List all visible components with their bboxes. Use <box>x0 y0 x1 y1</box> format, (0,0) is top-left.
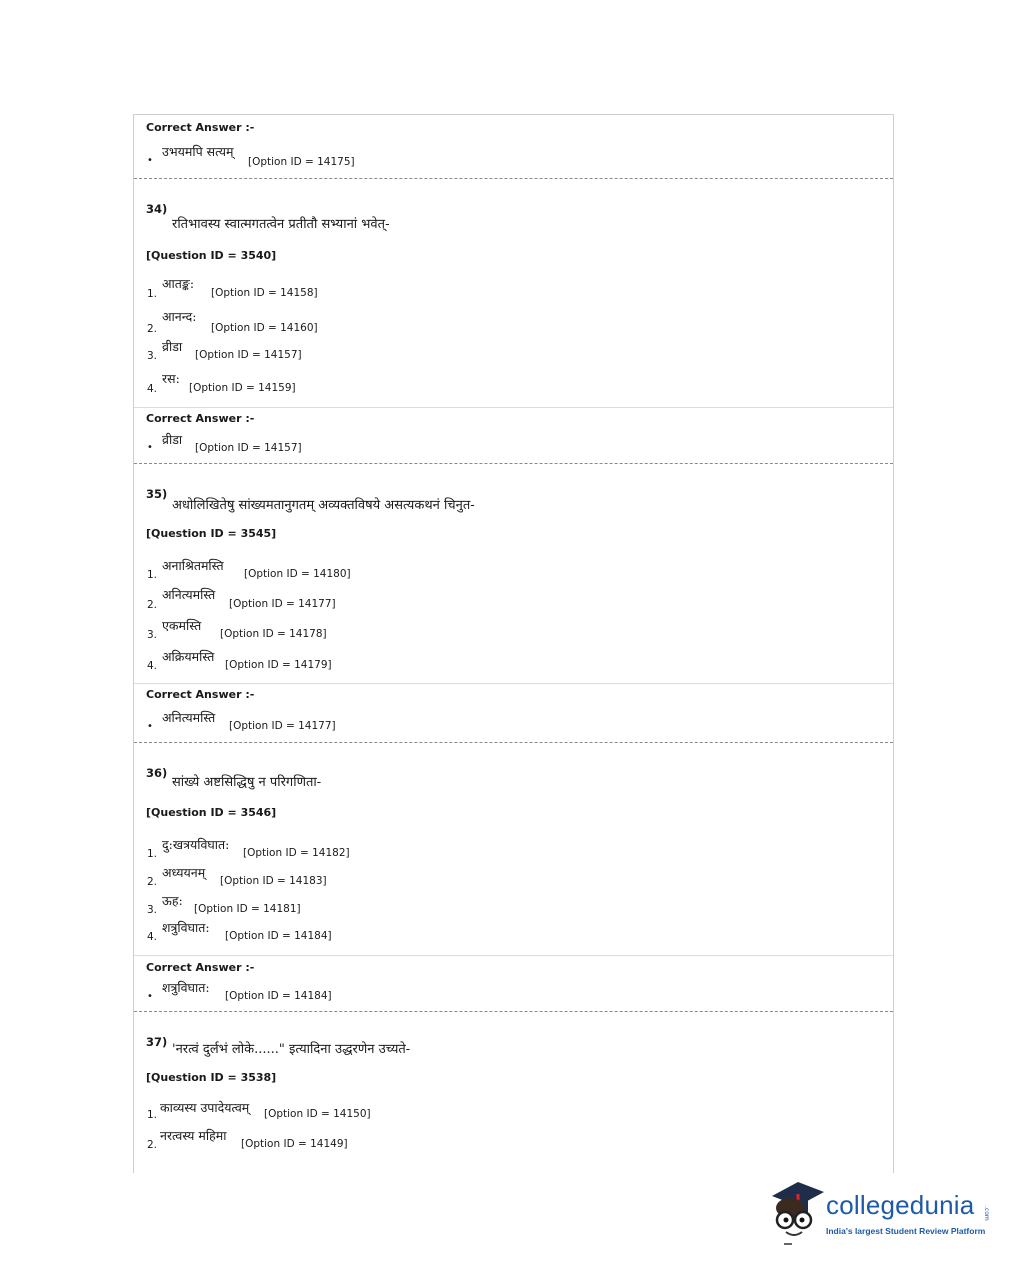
correct-answer-text: उभयमपि सत्यम् <box>162 144 234 159</box>
option-text: आतङ्क: <box>162 276 195 291</box>
correct-answer-option-id: [Option ID = 14184] <box>225 990 332 1002</box>
correct-answer-label: Correct Answer :- <box>146 688 255 701</box>
brand-tagline: India's largest Student Review Platform <box>826 1226 986 1236</box>
option-number: 4. <box>147 931 158 943</box>
option-number: 4. <box>147 660 158 672</box>
option-number: 3. <box>147 350 158 362</box>
option-id: [Option ID = 14160] <box>211 322 318 334</box>
option-text: आनन्द: <box>162 309 197 324</box>
answer-divider <box>134 955 893 956</box>
question-text: अधोलिखितेषु सांख्यमतानुगतम् अव्यक्तविषये असत्यकथनं चिनुत- <box>172 498 475 513</box>
option-id: [Option ID = 14178] <box>220 628 327 640</box>
bullet: • <box>147 991 153 1002</box>
question-id: [Question ID = 3538] <box>146 1071 277 1084</box>
bullet: • <box>147 155 153 166</box>
option-text: अक्रियमस्ति <box>162 649 215 664</box>
question-number: 37) <box>146 1035 168 1049</box>
graduate-mascot-icon <box>768 1178 826 1248</box>
answer-divider <box>134 683 893 684</box>
question-number: 35) <box>146 487 168 501</box>
question-divider <box>134 463 893 464</box>
option-id: [Option ID = 14180] <box>244 568 351 580</box>
option-text: दु:खत्रयविघात: <box>162 837 230 852</box>
brand-suffix: .com <box>983 1206 990 1221</box>
bullet: • <box>147 721 153 732</box>
bullet: • <box>147 442 153 453</box>
correct-answer-option-id: [Option ID = 14157] <box>195 442 302 454</box>
option-text: नरत्वस्य महिमा <box>160 1128 227 1143</box>
brand-name: collegedunia <box>826 1190 975 1220</box>
option-id: [Option ID = 14159] <box>189 382 296 394</box>
correct-answer-label: Correct Answer :- <box>146 121 255 134</box>
question-id: [Question ID = 3546] <box>146 806 277 819</box>
question-divider <box>134 178 893 179</box>
option-id: [Option ID = 14150] <box>264 1108 371 1120</box>
option-text: शत्रुविघात: <box>162 920 210 935</box>
option-text: अनाश्रितमस्ति <box>162 558 224 573</box>
question-id: [Question ID = 3545] <box>146 527 277 540</box>
option-number: 3. <box>147 629 158 641</box>
option-number: 2. <box>147 1139 158 1151</box>
option-number: 1. <box>147 569 158 581</box>
correct-answer-text: शत्रुविघात: <box>162 980 210 995</box>
correct-answer-text: अनित्यमस्ति <box>162 710 216 725</box>
question-number: 34) <box>146 202 168 216</box>
option-text: अनित्यमस्ति <box>162 587 216 602</box>
exam-page <box>133 114 894 1173</box>
question-id: [Question ID = 3540] <box>146 249 277 262</box>
option-number: 1. <box>147 848 158 860</box>
option-number: 2. <box>147 323 158 335</box>
option-number: 3. <box>147 904 158 916</box>
option-id: [Option ID = 14157] <box>195 349 302 361</box>
option-text: एकमस्ति <box>162 618 202 633</box>
option-id: [Option ID = 14158] <box>211 287 318 299</box>
option-id: [Option ID = 14149] <box>241 1138 348 1150</box>
question-number: 36) <box>146 766 168 780</box>
option-number: 1. <box>147 1109 158 1121</box>
option-text: व्रीडा <box>162 339 183 354</box>
question-text: सांख्ये अष्टसिद्धिषु न परिगणिता- <box>172 775 322 790</box>
option-id: [Option ID = 14181] <box>194 903 301 915</box>
correct-answer-text: व्रीडा <box>162 432 183 447</box>
correct-answer-label: Correct Answer :- <box>146 961 255 974</box>
correct-answer-option-id: [Option ID = 14177] <box>229 720 336 732</box>
option-number: 1. <box>147 288 158 300</box>
option-number: 2. <box>147 876 158 888</box>
option-id: [Option ID = 14182] <box>243 847 350 859</box>
option-number: 4. <box>147 383 158 395</box>
option-number: 2. <box>147 599 158 611</box>
option-text: रस: <box>162 371 180 386</box>
question-divider <box>134 1011 893 1012</box>
option-id: [Option ID = 14183] <box>220 875 327 887</box>
correct-answer-option-id: [Option ID = 14175] <box>248 156 355 168</box>
option-id: [Option ID = 14177] <box>229 598 336 610</box>
question-text: 'नरत्वं दुर्लभं लोके......" इत्यादिना उद्धरणेन उच्यते- <box>172 1042 411 1057</box>
option-text: काव्यस्य उपादेयत्वम् <box>160 1100 250 1115</box>
correct-answer-label: Correct Answer :- <box>146 412 255 425</box>
option-text: ऊह: <box>162 893 183 908</box>
option-id: [Option ID = 14179] <box>225 659 332 671</box>
option-text: अध्ययनम् <box>162 865 206 880</box>
question-text: रतिभावस्य स्वात्मगतत्वेन प्रतीतौ सभ्यानां भवेत्- <box>172 217 390 232</box>
question-divider <box>134 742 893 743</box>
answer-divider <box>134 407 893 408</box>
collegedunia-logo[interactable] <box>768 1178 998 1248</box>
option-id: [Option ID = 14184] <box>225 930 332 942</box>
